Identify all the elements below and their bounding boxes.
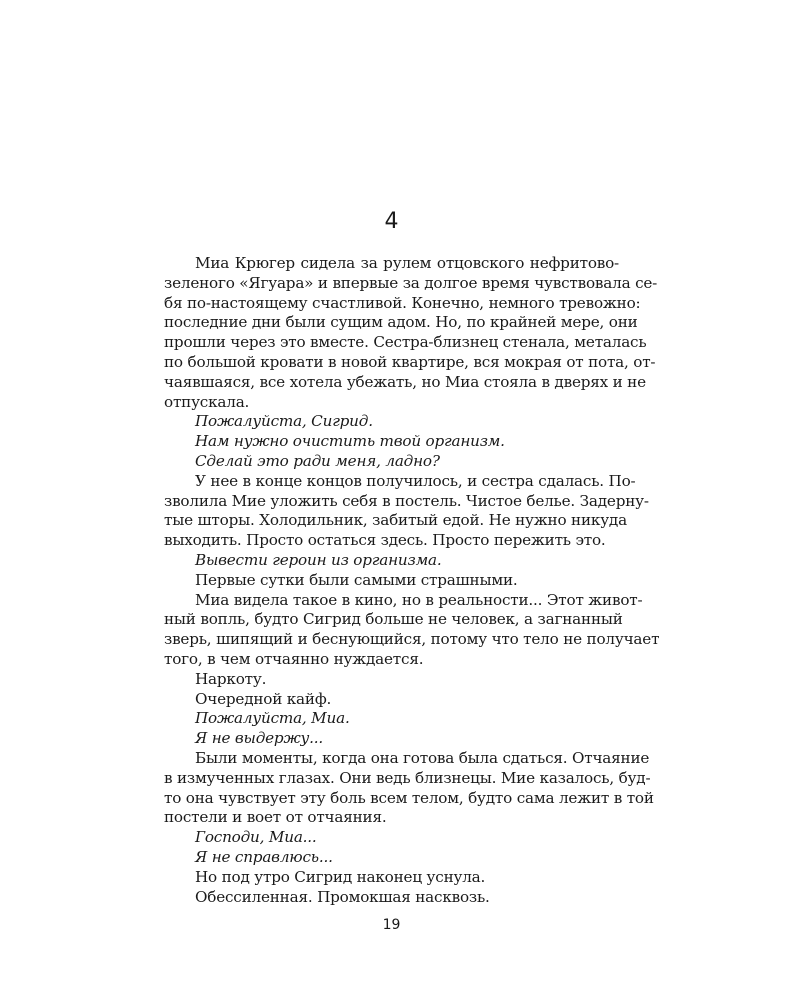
text-line: Обессиленная. Промокшая насквозь.	[195, 887, 490, 906]
text-line: зеленого «Ягуара» и впервые за долгое время чувствовала се-	[164, 273, 658, 292]
text-line: зверь, шипящий и беснующийся, потому что тело не получает	[164, 630, 660, 649]
text-line: Но под утро Сигрид наконец уснула.	[195, 867, 486, 886]
text-line: ный вопль, будто Сигрид больше не человек, а загнанный	[164, 610, 623, 629]
text-line: Сделай это ради меня, ладно?	[195, 451, 440, 470]
page-number: 19	[382, 917, 401, 933]
text-line: Я не выдержу...	[195, 729, 324, 748]
text-line: в измученных глазах. Они ведь близнецы. Мие казалось, буд-	[164, 768, 651, 787]
text-line: Господи, Миа...	[195, 828, 317, 847]
text-line: по большой кровати в новой квартире, вся мокрая от пота, от-	[164, 352, 656, 371]
text-line: Пожалуйста, Миа.	[195, 709, 350, 728]
text-line: выходить. Просто остаться здесь. Просто пережить это.	[164, 531, 606, 550]
chapter-number: 4	[384, 209, 399, 234]
text-line: прошли через это вместе. Сестра-близнец стенала, металась	[164, 333, 647, 352]
text-line: Миа Крюгер сидела за рулем отцовского нефритово-	[195, 254, 619, 272]
text-line: Вывести героин из организма.	[195, 550, 442, 569]
text-line: Нам нужно очистить твой организм.	[195, 432, 505, 451]
text-line: Были моменты, когда она готова была сдаться. Отчаяние	[195, 748, 650, 767]
text-line: зволила Мие уложить себя в постель. Чистое белье. Задерну-	[164, 491, 649, 510]
text-line: Первые сутки были самыми страшными.	[195, 570, 518, 589]
text-line: бя по-настоящему счастливой. Конечно, немного тревожно:	[164, 293, 641, 312]
text-line: Я не справлюсь...	[195, 847, 333, 866]
text-line: У нее в конце концов получилось, и сестра сдалась. По-	[195, 471, 636, 490]
text-line: постели и воет от отчаяния.	[164, 808, 387, 827]
text-line: Пожалуйста, Сигрид.	[195, 412, 373, 431]
text-line: Наркоту.	[195, 669, 267, 688]
text-line: Миа видела такое в кино, но в реальности... Этот живот-	[195, 590, 643, 609]
text-line: последние дни были сущим адом. Но, по крайней мере, они	[164, 313, 638, 332]
text-line: того, в чем отчаянно нуждается.	[164, 649, 424, 668]
text-line: отпускала.	[164, 392, 250, 411]
text-line: чаявшаяся, все хотела убежать, но Миа стояла в дверях и не	[164, 372, 646, 391]
text-line: то она чувствует эту боль всем телом, будто сама лежит в той	[164, 788, 654, 807]
text-line: тые шторы. Холодильник, забитый едой. Не нужно никуда	[164, 511, 627, 530]
chapter-text	[164, 254, 660, 907]
text-line: Очередной кайф.	[195, 689, 332, 708]
